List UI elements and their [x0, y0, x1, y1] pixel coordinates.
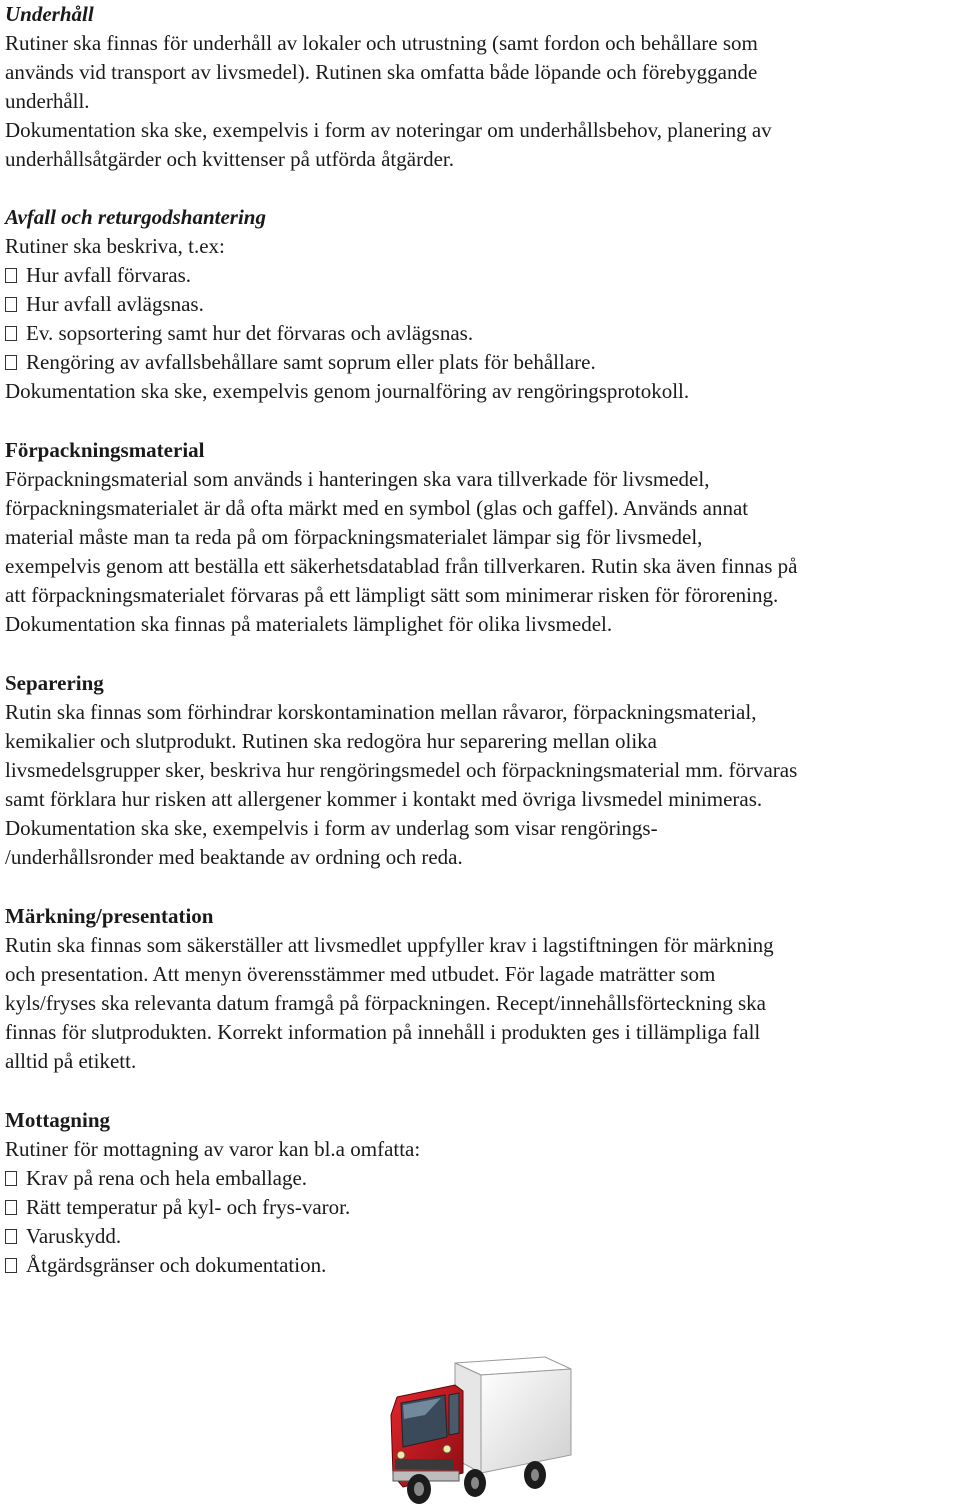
paragraph-line: kemikalier och slutprodukt. Rutinen ska redogöra hur separering mellan olika: [5, 729, 657, 753]
checkbox-bullet-icon: [5, 297, 17, 312]
paragraph-line: Rutin ska finnas som säkerställer att livsmedlet uppfyller krav i lagstiftningen för märkning: [5, 933, 774, 957]
checkbox-bullet-icon: [5, 1171, 17, 1186]
paragraph-line: Rutiner ska finnas för underhåll av lokaler och utrustning (samt fordon och behållare som: [5, 31, 758, 55]
list-item: Varuskydd.: [5, 1222, 121, 1251]
list-item: Ev. sopsortering samt hur det förvaras och avlägsnas.: [5, 319, 473, 348]
checkbox-bullet-icon: [5, 326, 17, 341]
paragraph-line: Dokumentation ska ske, exempelvis i form av underlag som visar rengörings-: [5, 816, 658, 840]
delivery-truck-icon: [385, 1355, 580, 1507]
paragraph-line: underhållsåtgärder och kvittenser på utförda åtgärder.: [5, 147, 454, 171]
checkbox-bullet-icon: [5, 1229, 17, 1244]
paragraph-line: finnas för slutprodukten. Korrekt information på innehåll i produkten ges i tillämpliga fall: [5, 1020, 761, 1044]
paragraph-line: samt förklara hur risken att allergener kommer i kontakt med övriga livsmedel minimeras.: [5, 787, 763, 811]
paragraph-line: alltid på etikett.: [5, 1049, 137, 1073]
paragraph-line: kyls/fryses ska relevanta datum framgå på förpackningen. Recept/innehållsförteckning ska: [5, 991, 766, 1015]
paragraph-line: exempelvis genom att beställa ett säkerhetsdatablad från tillverkaren. Rutin ska även finnas på: [5, 554, 798, 578]
section-heading-markning: Märkning/presentation: [5, 904, 214, 928]
checkbox-bullet-icon: [5, 1258, 17, 1273]
list-item: Krav på rena och hela emballage.: [5, 1164, 307, 1193]
checkbox-bullet-icon: [5, 268, 17, 283]
list-item: Åtgärdsgränser och dokumentation.: [5, 1251, 326, 1280]
paragraph-line: livsmedelsgrupper sker, beskriva hur rengöringsmedel och förpackningsmaterial mm. förvaras: [5, 758, 798, 782]
section-heading-avfall: Avfall och returgodshantering: [5, 205, 266, 229]
paragraph-line: Dokumentation ska ske, exempelvis genom journalföring av rengöringsprotokoll.: [5, 379, 690, 403]
checkbox-bullet-icon: [5, 1200, 17, 1215]
paragraph-line: /underhållsronder med beaktande av ordning och reda.: [5, 845, 463, 869]
checkbox-bullet-icon: [5, 355, 17, 370]
list-item: Hur avfall avlägsnas.: [5, 290, 204, 319]
paragraph-line: Rutin ska finnas som förhindrar korskontamination mellan råvaror, förpackningsmaterial,: [5, 700, 757, 724]
paragraph-line: Förpackningsmaterial som används i hanteringen ska vara tillverkade för livsmedel,: [5, 467, 710, 491]
paragraph-line: Rutiner för mottagning av varor kan bl.a omfatta:: [5, 1137, 421, 1161]
section-heading-mottagning: Mottagning: [5, 1108, 110, 1132]
paragraph-line: underhåll.: [5, 89, 90, 113]
paragraph-line: Rutiner ska beskriva, t.ex:: [5, 234, 225, 258]
section-heading-separering: Separering: [5, 671, 104, 695]
list-item: Rengöring av avfallsbehållare samt soprum eller plats för behållare.: [5, 348, 596, 377]
paragraph-line: används vid transport av livsmedel). Rutinen ska omfatta både löpande och förebyggande: [5, 60, 758, 84]
list-item: Rätt temperatur på kyl- och frys-varor.: [5, 1193, 350, 1222]
list-item: Hur avfall förvaras.: [5, 261, 191, 290]
paragraph-line: och presentation. Att menyn överensstämmer med utbudet. För lagade maträtter som: [5, 962, 716, 986]
paragraph-line: att förpackningsmaterialet förvaras på ett lämpligt sätt som minimerar risken för förorening.: [5, 583, 779, 607]
paragraph-line: material måste man ta reda på om förpackningsmaterialet lämpar sig för livsmedel,: [5, 525, 703, 549]
paragraph-line: Dokumentation ska ske, exempelvis i form av noteringar om underhållsbehov, planering av: [5, 118, 772, 142]
paragraph-line: förpackningsmaterialet är då ofta märkt med en symbol (glas och gaffel). Används annat: [5, 496, 749, 520]
section-heading-forpackningsmaterial: Förpackningsmaterial: [5, 438, 205, 462]
section-heading-underhall: Underhåll: [5, 2, 94, 26]
paragraph-line: Dokumentation ska finnas på materialets lämplighet för olika livsmedel.: [5, 612, 613, 636]
